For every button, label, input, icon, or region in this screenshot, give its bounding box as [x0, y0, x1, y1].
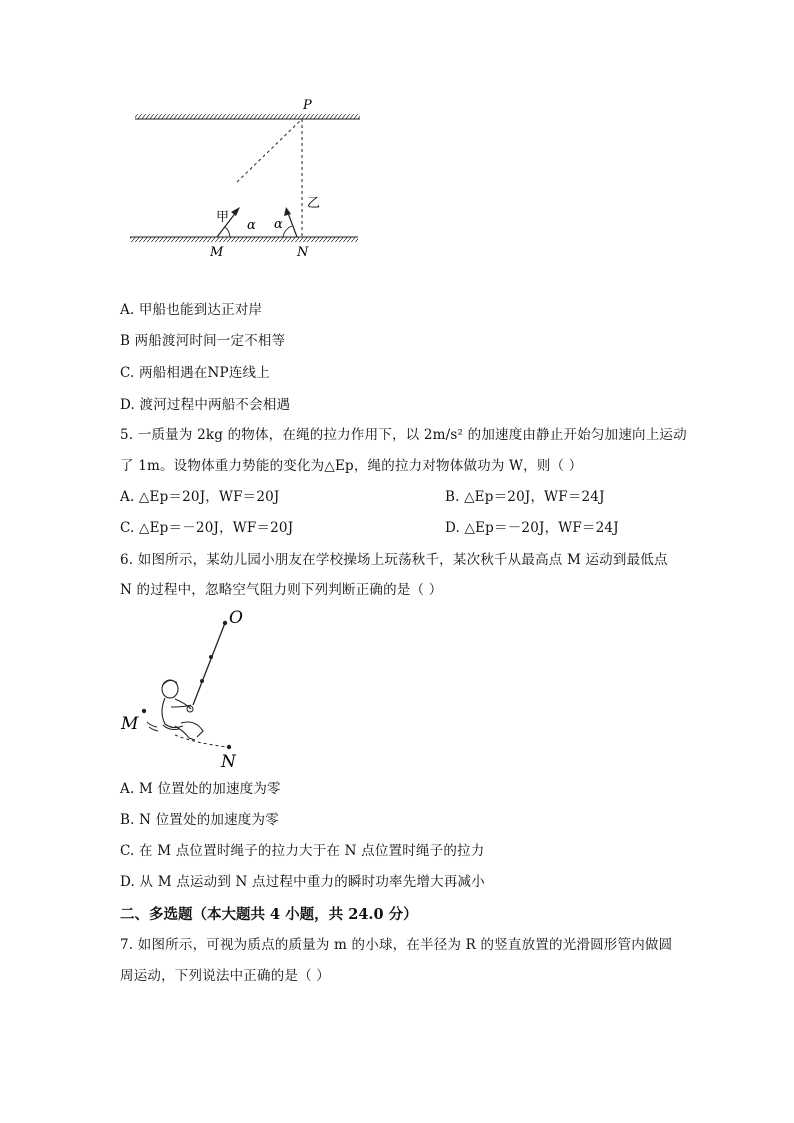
q5-option-d: D. △Ep＝－20J，WF＝24J: [445, 520, 619, 536]
swing-seat: [187, 706, 193, 712]
label-M: M: [210, 245, 224, 260]
q7-stem-line1: 7. 如图所示，可视为质点的质量为 m 的小球，在半径为 R 的竖直放置的光滑圆形管内做圆: [120, 937, 673, 953]
q5-stem-line2: 了 1m。设物体重力势能的变化为△Ep，绳的拉力对物体做功为 W，则（ ）: [120, 458, 583, 474]
label-alpha-M: α: [247, 218, 256, 233]
label-P: P: [303, 98, 312, 113]
point-M: [142, 709, 146, 713]
point-N: [227, 745, 231, 749]
section-multiple-choice-heading: 二、多选题（本大题共 4 小题，共 24.0 分）: [120, 906, 418, 923]
top-bank: [135, 114, 360, 119]
swing-figure: [115, 605, 265, 775]
q5-option-b: B. △Ep＝20J，WF＝24J: [445, 489, 605, 505]
river-crossing-figure: [125, 95, 370, 265]
dashed-line-MP: [237, 119, 302, 182]
pivot-point-O: [223, 621, 227, 625]
angle-arc-M: [225, 227, 230, 237]
label-N: N: [221, 752, 236, 772]
q7-stem-line2: 周运动，下列说法中正确的是（ ）: [120, 968, 330, 984]
label-O: O: [229, 608, 243, 628]
q5-option-c: C. △Ep＝－20J，WF＝20J: [120, 520, 294, 536]
label-jia: 甲: [216, 210, 230, 225]
q6-option-c: C. 在 M 点位置时绳子的拉力大于在 N 点位置时绳子的拉力: [120, 843, 485, 859]
q5-stem-line1: 5. 一质量为 2kg 的物体，在绳的拉力作用下，以 2m/s² 的加速度由静止开始匀加速向上运动: [120, 427, 687, 443]
bottom-bank: [130, 237, 358, 242]
q6-option-b: B. N 位置处的加速度为零: [120, 812, 279, 828]
label-yi: 乙: [307, 196, 321, 211]
swing-rope: [193, 623, 225, 705]
angle-arc-N: [283, 226, 292, 237]
q4-option-a: A. 甲船也能到达正对岸: [120, 302, 263, 318]
label-M: M: [121, 714, 139, 734]
q6-stem-line2: N 的过程中，忽略空气阻力则下列判断正确的是（ ）: [120, 582, 443, 598]
q6-option-d: D. 从 M 点运动到 N 点过程中重力的瞬时功率先增大再减小: [120, 874, 485, 890]
q5-option-a: A. △Ep＝20J，WF＝20J: [120, 489, 280, 505]
boat-yi-velocity-arrow: [288, 213, 297, 237]
q6-stem-line1: 6. 如图所示，某幼儿园小朋友在学校操场上玩荡秋千，某次秋千从最高点 M 运动到最低点: [120, 552, 668, 568]
label-alpha-N: α: [274, 217, 283, 232]
swing-trajectory: [175, 735, 227, 747]
q4-option-d: D. 渡河过程中两船不会相遇: [120, 397, 291, 413]
child-on-swing: [162, 680, 203, 740]
q4-option-c: C. 两船相遇在NP连线上: [120, 365, 270, 381]
q4-option-b: B 两船渡河时间一定不相等: [120, 333, 286, 349]
label-N: N: [297, 245, 309, 260]
q6-option-a: A. M 位置处的加速度为零: [120, 781, 281, 797]
